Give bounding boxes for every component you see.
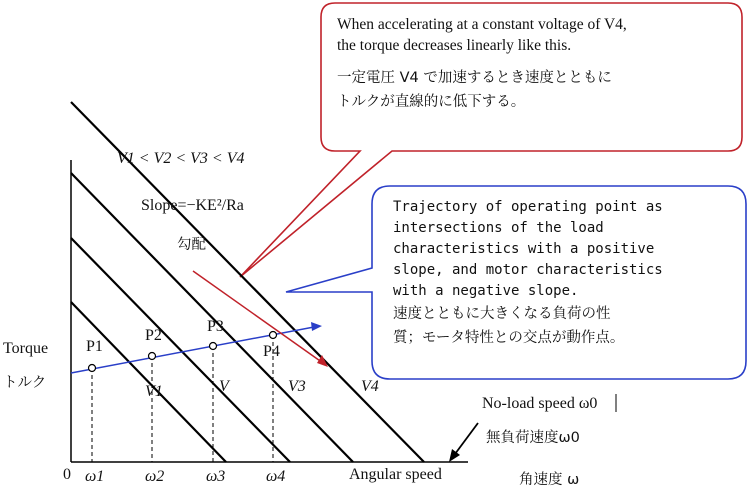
operating-point-p4 bbox=[270, 332, 277, 339]
origin-label: 0 bbox=[63, 466, 71, 483]
w2-label: ω2 bbox=[145, 468, 165, 485]
torque-label: Torque bbox=[3, 340, 49, 357]
v2-label: V bbox=[219, 378, 229, 395]
v1-label: V1 bbox=[145, 383, 163, 400]
motor-line-v1 bbox=[71, 302, 226, 462]
angular-speed-label: Angular speed bbox=[349, 466, 442, 483]
no-load-speed-jp-label: 無負荷速度ω0 bbox=[486, 430, 580, 446]
operating-point-p3 bbox=[210, 343, 217, 350]
p3-label: P3 bbox=[207, 318, 224, 335]
no-load-pointer bbox=[455, 423, 478, 454]
motor-line-v2 bbox=[71, 238, 290, 462]
v4-label: V4 bbox=[361, 378, 379, 395]
w3-label: ω3 bbox=[206, 468, 226, 485]
no-load-speed-label: No-load speed ω0 bbox=[482, 395, 598, 412]
operating-point-p1 bbox=[89, 365, 96, 372]
voltage-order-label: V1 < V2 < V3 < V4 bbox=[117, 150, 245, 167]
callout-right-line2: intersections of the load bbox=[393, 220, 604, 236]
callout-right-jp-line1: 速度とともに大きくなる負荷の性 bbox=[393, 306, 611, 322]
torque-jp-label: トルク bbox=[3, 375, 47, 391]
angular-speed-jp-label: 角速度 ω bbox=[519, 472, 580, 488]
slope-jp-label: 勾配 bbox=[177, 237, 206, 253]
callout-right-line5: with a negative slope. bbox=[393, 283, 579, 299]
p2-label: P2 bbox=[145, 327, 162, 344]
callout-right-line4: slope, and motor characteristics bbox=[393, 262, 663, 278]
callout-top-jp-line1: 一定電圧 V4 で加速するとき速度とともに bbox=[337, 70, 612, 86]
callout-top-line2: the torque decreases linearly like this. bbox=[337, 37, 572, 54]
p1-label: P1 bbox=[86, 338, 103, 355]
callout-right-jp-line2: 質；モータ特性との交点が動作点。 bbox=[393, 330, 625, 346]
p4-label: P4 bbox=[263, 343, 280, 360]
callout-top-line1: When accelerating at a constant voltage of V4, bbox=[337, 16, 627, 33]
w4-label: ω4 bbox=[266, 468, 286, 485]
slope-label: Slope=−KE²/Ra bbox=[141, 197, 244, 214]
w1-label: ω1 bbox=[85, 468, 105, 485]
callout-top-jp-line2: トルクが直線的に低下する。 bbox=[337, 94, 526, 110]
callout-right-line1: Trajectory of operating point as bbox=[393, 199, 663, 215]
callout-right-line3: characteristics with a positive bbox=[393, 241, 655, 257]
operating-point-p2 bbox=[149, 353, 156, 360]
v3-label: V3 bbox=[288, 378, 306, 395]
load-line-arrowhead bbox=[311, 322, 322, 331]
